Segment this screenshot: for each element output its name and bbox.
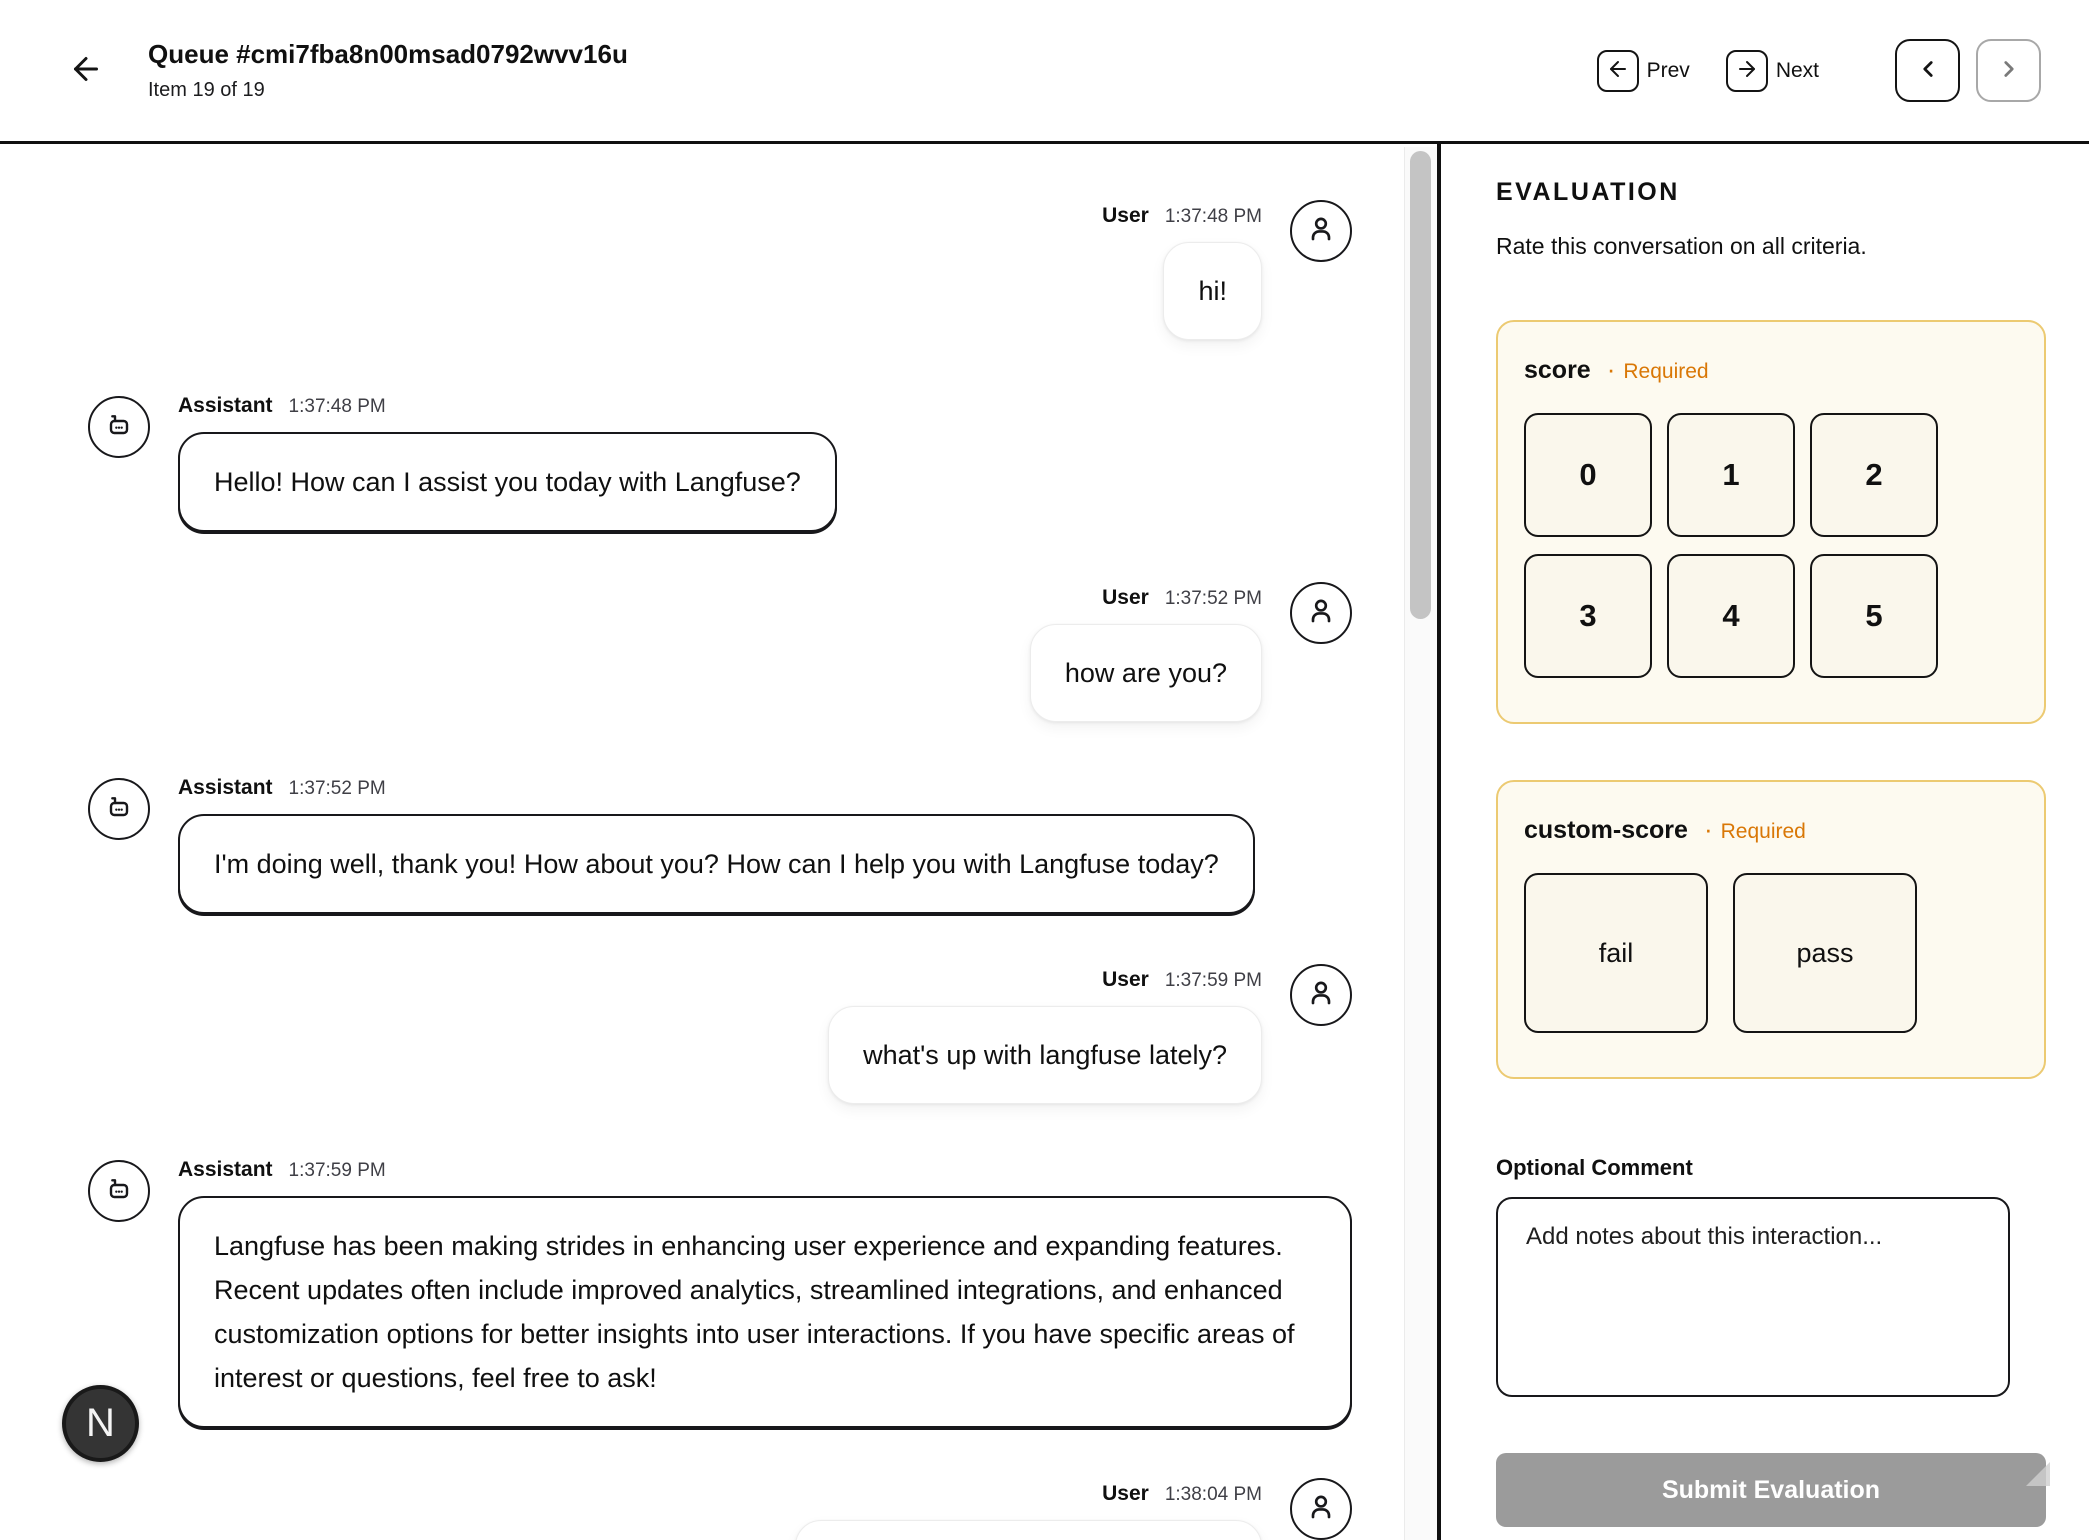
message-timestamp: 1:37:52 PM [1164, 588, 1262, 609]
avatar [88, 778, 150, 840]
comment-input[interactable] [1496, 1197, 2010, 1397]
item-counter: Item 19 of 19 [148, 78, 265, 101]
message-bubble: hi! [1163, 242, 1262, 340]
message-role: User [1102, 204, 1149, 227]
message-role: Assistant [178, 776, 273, 799]
message-role: User [1102, 586, 1149, 609]
bot-icon [103, 791, 135, 828]
message-row-assistant [88, 772, 1352, 914]
score-option-0[interactable]: 0 [1524, 413, 1652, 537]
criterion-card-custom-score [1496, 780, 2046, 1079]
chevron-right-icon [1996, 56, 2022, 85]
avatar [1290, 1478, 1352, 1540]
user-icon [1305, 977, 1337, 1014]
message-row-user [88, 582, 1352, 722]
message-bubble [795, 1520, 1262, 1540]
message-timestamp: 1:37:48 PM [1164, 206, 1262, 227]
evaluation-panel [1441, 144, 2089, 1540]
score-option-3[interactable]: 3 [1524, 554, 1652, 678]
message-role: User [1102, 968, 1149, 991]
submit-evaluation-button[interactable]: Submit Evaluation [1496, 1453, 2046, 1527]
message-row-user [88, 1478, 1352, 1540]
title-block [148, 39, 628, 101]
chat-scrollbar[interactable] [1404, 147, 1437, 1540]
back-button[interactable] [64, 49, 108, 93]
page-title: Queue #cmi7fba8n00msad0792wvv16u [148, 39, 628, 70]
header [0, 0, 2089, 144]
message-timestamp: 1:37:48 PM [288, 396, 386, 417]
prev-button[interactable] [1597, 50, 1639, 92]
message-timestamp: 1:37:59 PM [1164, 970, 1262, 991]
score-option-5[interactable]: 5 [1810, 554, 1938, 678]
custom-score-option-fail[interactable]: fail [1524, 873, 1708, 1033]
back-arrow-icon [68, 51, 104, 90]
message-row-user [88, 964, 1352, 1104]
message-bubble: Hello! How can I assist you today with Langfuse? [178, 432, 837, 532]
criterion-card-score [1496, 320, 2046, 724]
scrollbar-thumb[interactable] [1410, 151, 1431, 619]
message-bubble: what's up with langfuse lately? [828, 1006, 1262, 1104]
evaluation-heading: EVALUATION [1496, 178, 1680, 206]
arrow-left-icon [1606, 57, 1630, 84]
next-button[interactable] [1726, 50, 1768, 92]
message-timestamp: 1:38:04 PM [1164, 1484, 1262, 1505]
message-role: User [1102, 1482, 1149, 1505]
message-bubble: how are you? [1030, 624, 1262, 722]
message-role: Assistant [178, 394, 273, 417]
message-row-assistant [88, 1154, 1352, 1428]
required-badge: Required [1623, 360, 1709, 383]
criterion-name: custom-score [1524, 816, 1688, 844]
criterion-name: score [1524, 356, 1591, 384]
required-badge: Required [1720, 820, 1806, 843]
main-content [0, 144, 2089, 1540]
next-label: Next [1775, 58, 1819, 82]
score-option-1[interactable]: 1 [1667, 413, 1795, 537]
required-dot: · [1606, 354, 1616, 384]
bot-icon [103, 1173, 135, 1210]
message-row-user [88, 200, 1352, 340]
score-option-2[interactable]: 2 [1810, 413, 1938, 537]
user-icon [1305, 595, 1337, 632]
message-role: Assistant [178, 1158, 273, 1181]
header-nav [1597, 39, 2041, 102]
message-timestamp: 1:37:59 PM [288, 1160, 386, 1181]
conversation-panel [0, 144, 1437, 1540]
page-forward-button[interactable] [1976, 39, 2041, 102]
user-icon [1305, 1491, 1337, 1528]
avatar [88, 1160, 150, 1222]
message-bubble: I'm doing well, thank you! How about you? How can I help you with Langfuse today? [178, 814, 1255, 914]
avatar [88, 396, 150, 458]
user-icon [1305, 213, 1337, 250]
bot-icon [103, 409, 135, 446]
score-option-4[interactable]: 4 [1667, 554, 1795, 678]
required-dot: · [1703, 814, 1713, 844]
resize-grip[interactable] [2026, 1462, 2050, 1486]
avatar [1290, 582, 1352, 644]
prev-label: Prev [1646, 58, 1690, 82]
message-timestamp: 1:37:52 PM [288, 778, 386, 799]
chevron-left-icon [1915, 56, 1941, 85]
page-back-button[interactable] [1895, 39, 1960, 102]
message-bubble: Langfuse has been making strides in enhancing user experience and expanding features. Recent updates often include improved analytics, streamlined integrations, and enhanced customization options for better insights into user interactions. If you have specific areas of interest or questions, feel free to ask! [178, 1196, 1352, 1428]
avatar [1290, 964, 1352, 1026]
custom-score-option-pass[interactable]: pass [1733, 873, 1917, 1033]
notification-badge[interactable]: N [62, 1385, 139, 1462]
message-row-assistant [88, 390, 1352, 532]
score-options [1524, 413, 2018, 678]
avatar [1290, 200, 1352, 262]
evaluation-instructions: Rate this conversation on all criteria. [1496, 233, 1867, 259]
arrow-right-icon [1735, 57, 1759, 84]
custom-score-options [1524, 873, 2018, 1033]
comment-label: Optional Comment [1496, 1155, 1693, 1180]
